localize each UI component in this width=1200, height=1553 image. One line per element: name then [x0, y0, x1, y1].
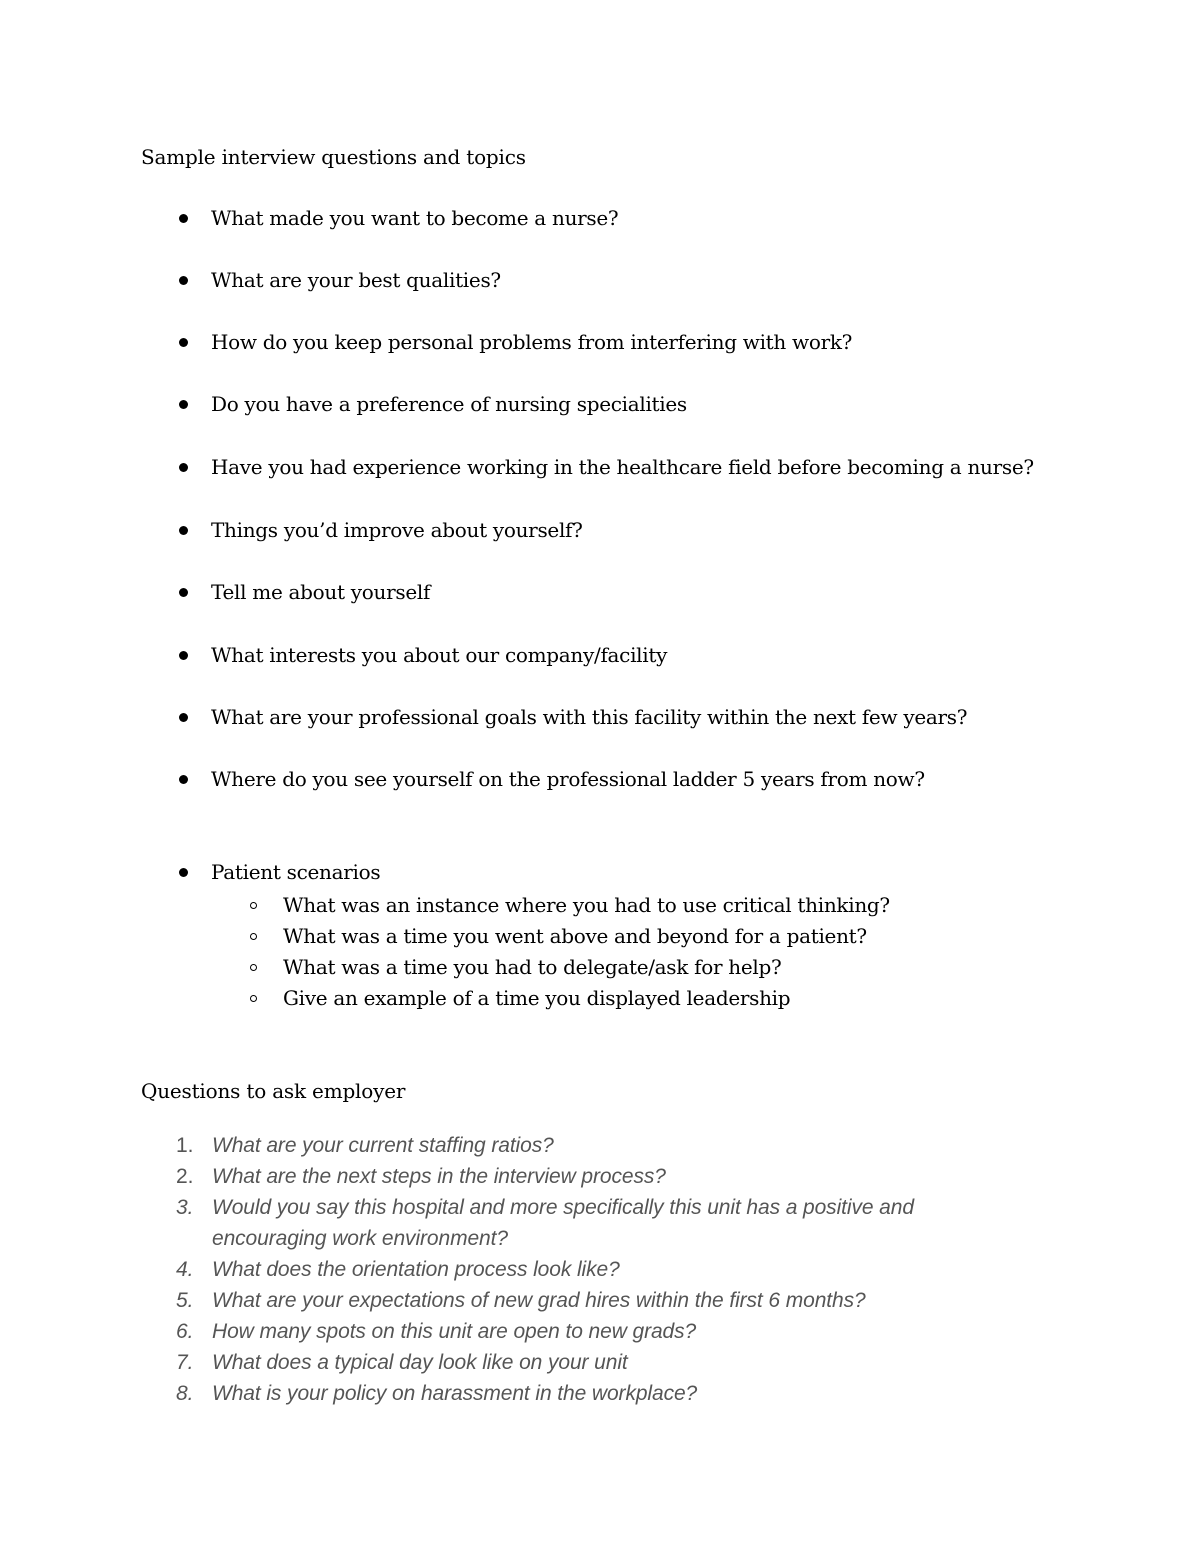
hollow-bullet-icon [250, 995, 257, 1002]
hollow-bullet-icon [250, 902, 257, 909]
bullet-icon [179, 463, 188, 472]
bullet-icon [179, 276, 188, 285]
list-item: What are your professional goals with this facility within the next few years? [211, 705, 968, 729]
list-item: What does the orientation process look like? [212, 1258, 620, 1281]
list-item: What was a time you went above and beyond for a patient? [283, 924, 867, 948]
list-item: How many spots on this unit are open to new grads? [212, 1320, 697, 1343]
list-number: 1. [176, 1134, 194, 1157]
section-heading-employer-questions: Questions to ask employer [141, 1079, 406, 1103]
list-item: What does a typical day look like on your unit [212, 1351, 628, 1374]
bullet-icon [179, 868, 188, 877]
list-item-continuation: encouraging work environment? [212, 1227, 508, 1250]
list-item: Do you have a preference of nursing specialities [211, 392, 687, 416]
list-number: 4. [176, 1258, 194, 1281]
list-number: 2. [176, 1165, 194, 1188]
list-item: What are your expectations of new grad hires within the first 6 months? [212, 1289, 866, 1312]
list-number: 3. [176, 1196, 194, 1219]
list-item: Give an example of a time you displayed leadership [283, 986, 791, 1010]
bullet-icon [179, 651, 188, 660]
patient-scenarios-label: Patient scenarios [211, 860, 381, 884]
list-number: 7. [176, 1351, 194, 1374]
bullet-icon [179, 214, 188, 223]
list-item: What are the next steps in the interview process? [212, 1165, 666, 1188]
list-item: How do you keep personal problems from interfering with work? [211, 330, 853, 354]
list-item: What are your best qualities? [211, 268, 501, 292]
bullet-icon [179, 588, 188, 597]
list-number: 6. [176, 1320, 194, 1343]
list-item: Where do you see yourself on the professional ladder 5 years from now? [211, 767, 925, 791]
section-heading-interview-questions: Sample interview questions and topics [141, 145, 526, 169]
list-item: What is your policy on harassment in the workplace? [212, 1382, 698, 1405]
bullet-icon [179, 338, 188, 347]
hollow-bullet-icon [250, 933, 257, 940]
bullet-icon [179, 400, 188, 409]
list-item: What made you want to become a nurse? [211, 206, 619, 230]
list-item: Tell me about yourself [211, 580, 431, 604]
list-item: What interests you about our company/facility [211, 643, 668, 667]
bullet-icon [179, 713, 188, 722]
list-item: What was an instance where you had to use critical thinking? [283, 893, 890, 917]
hollow-bullet-icon [250, 964, 257, 971]
list-item: What was a time you had to delegate/ask for help? [283, 955, 782, 979]
list-item: Things you’d improve about yourself? [211, 518, 583, 542]
list-number: 8. [176, 1382, 194, 1405]
bullet-icon [179, 775, 188, 784]
bullet-icon [179, 526, 188, 535]
list-item: Would you say this hospital and more specifically this unit has a positive and [212, 1196, 914, 1219]
list-item: What are your current staffing ratios? [212, 1134, 554, 1157]
list-item: Have you had experience working in the healthcare field before becoming a nurse? [211, 455, 1034, 479]
list-number: 5. [176, 1289, 194, 1312]
